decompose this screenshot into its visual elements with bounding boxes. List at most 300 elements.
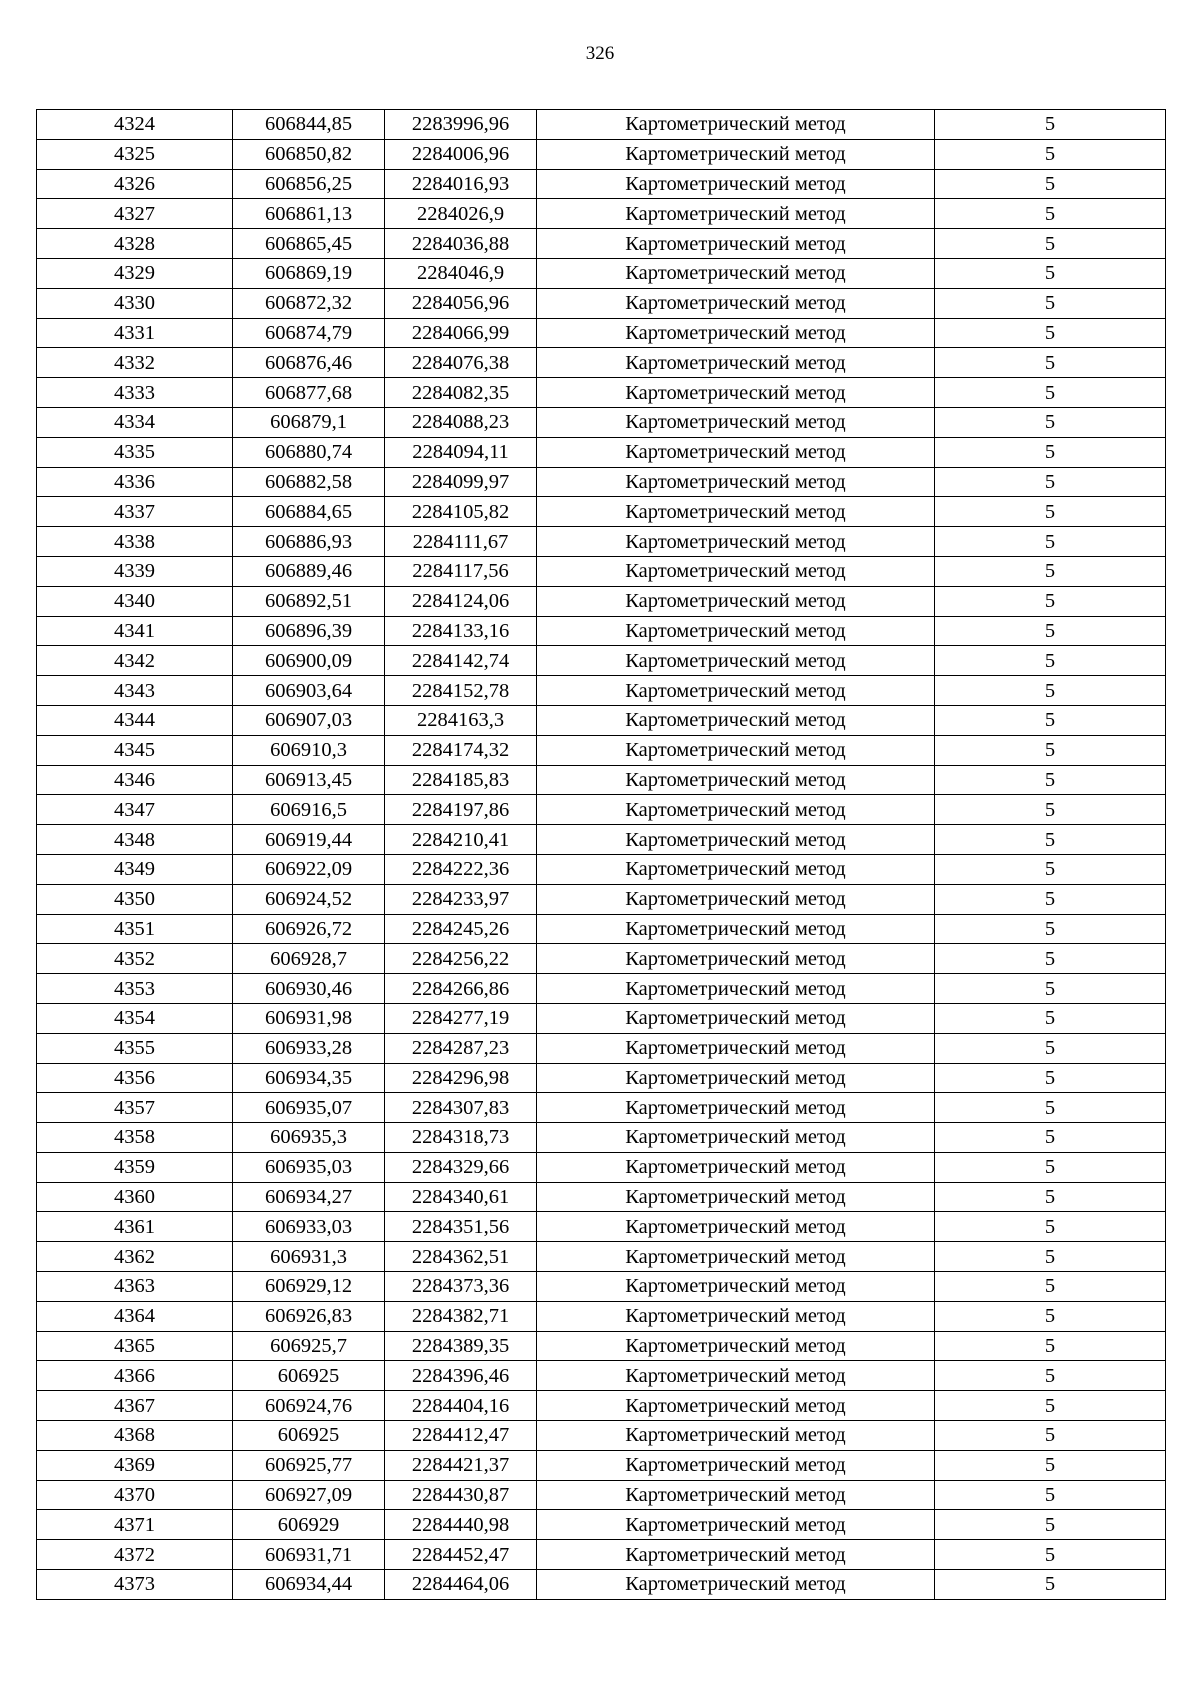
accuracy-cell: 5: [935, 1003, 1166, 1033]
point-number-cell: 4352: [37, 944, 233, 974]
x-coordinate-cell: 606934,35: [233, 1063, 385, 1093]
table-row: [37, 1510, 1166, 1540]
table-row: [37, 825, 1166, 855]
y-coordinate-cell: 2284133,16: [385, 616, 537, 646]
x-coordinate-cell: 606880,74: [233, 437, 385, 467]
x-coordinate-cell: 606889,46: [233, 556, 385, 586]
method-cell: Картометрический метод: [537, 169, 935, 199]
table-row: [37, 288, 1166, 318]
y-coordinate-cell: 2284245,26: [385, 914, 537, 944]
point-number-cell: 4325: [37, 139, 233, 169]
table-row: [37, 1003, 1166, 1033]
accuracy-cell: 5: [935, 258, 1166, 288]
table-row: [37, 258, 1166, 288]
accuracy-cell: 5: [935, 1182, 1166, 1212]
y-coordinate-cell: 2284329,66: [385, 1152, 537, 1182]
point-number-cell: 4339: [37, 556, 233, 586]
x-coordinate-cell: 606926,83: [233, 1301, 385, 1331]
y-coordinate-cell: 2284016,93: [385, 169, 537, 199]
point-number-cell: 4326: [37, 169, 233, 199]
y-coordinate-cell: 2284105,82: [385, 497, 537, 527]
point-number-cell: 4350: [37, 884, 233, 914]
method-cell: Картометрический метод: [537, 229, 935, 259]
accuracy-cell: 5: [935, 139, 1166, 169]
accuracy-cell: 5: [935, 1272, 1166, 1302]
table-row: [37, 974, 1166, 1004]
point-number-cell: 4334: [37, 407, 233, 437]
x-coordinate-cell: 606925,7: [233, 1331, 385, 1361]
accuracy-cell: 5: [935, 318, 1166, 348]
y-coordinate-cell: 2284396,46: [385, 1361, 537, 1391]
y-coordinate-cell: 2284210,41: [385, 825, 537, 855]
method-cell: Картометрический метод: [537, 437, 935, 467]
y-coordinate-cell: 2284389,35: [385, 1331, 537, 1361]
y-coordinate-cell: 2284452,47: [385, 1540, 537, 1570]
point-number-cell: 4358: [37, 1123, 233, 1153]
table-row: [37, 1331, 1166, 1361]
method-cell: Картометрический метод: [537, 1510, 935, 1540]
table-row: [37, 705, 1166, 735]
method-cell: Картометрический метод: [537, 348, 935, 378]
y-coordinate-cell: 2284440,98: [385, 1510, 537, 1540]
table-row: [37, 527, 1166, 557]
method-cell: Картометрический метод: [537, 1361, 935, 1391]
method-cell: Картометрический метод: [537, 616, 935, 646]
method-cell: Картометрический метод: [537, 914, 935, 944]
x-coordinate-cell: 606896,39: [233, 616, 385, 646]
accuracy-cell: 5: [935, 1063, 1166, 1093]
method-cell: Картометрический метод: [537, 884, 935, 914]
point-number-cell: 4335: [37, 437, 233, 467]
point-number-cell: 4354: [37, 1003, 233, 1033]
x-coordinate-cell: 606865,45: [233, 229, 385, 259]
method-cell: Картометрический метод: [537, 318, 935, 348]
method-cell: Картометрический метод: [537, 1242, 935, 1272]
method-cell: Картометрический метод: [537, 825, 935, 855]
y-coordinate-cell: 2284006,96: [385, 139, 537, 169]
x-coordinate-cell: 606926,72: [233, 914, 385, 944]
table-row: [37, 676, 1166, 706]
point-number-cell: 4336: [37, 467, 233, 497]
y-coordinate-cell: 2284430,87: [385, 1480, 537, 1510]
y-coordinate-cell: 2284351,56: [385, 1212, 537, 1242]
method-cell: Картометрический метод: [537, 1182, 935, 1212]
table-row: [37, 318, 1166, 348]
table-row: [37, 1212, 1166, 1242]
table-row: [37, 497, 1166, 527]
table-row: [37, 854, 1166, 884]
x-coordinate-cell: 606922,09: [233, 854, 385, 884]
page-number: 326: [585, 43, 615, 64]
accuracy-cell: 5: [935, 795, 1166, 825]
x-coordinate-cell: 606934,27: [233, 1182, 385, 1212]
method-cell: Картометрический метод: [537, 1003, 935, 1033]
table-row: [37, 139, 1166, 169]
x-coordinate-cell: 606850,82: [233, 139, 385, 169]
method-cell: Картометрический метод: [537, 586, 935, 616]
table-row: [37, 1391, 1166, 1421]
accuracy-cell: 5: [935, 765, 1166, 795]
point-number-cell: 4341: [37, 616, 233, 646]
x-coordinate-cell: 606925: [233, 1421, 385, 1451]
y-coordinate-cell: 2284287,23: [385, 1033, 537, 1063]
accuracy-cell: 5: [935, 110, 1166, 140]
accuracy-cell: 5: [935, 378, 1166, 408]
method-cell: Картометрический метод: [537, 288, 935, 318]
accuracy-cell: 5: [935, 497, 1166, 527]
x-coordinate-cell: 606924,76: [233, 1391, 385, 1421]
point-number-cell: 4345: [37, 735, 233, 765]
accuracy-cell: 5: [935, 1361, 1166, 1391]
point-number-cell: 4353: [37, 974, 233, 1004]
table-row: [37, 556, 1166, 586]
table-row: [37, 169, 1166, 199]
point-number-cell: 4360: [37, 1182, 233, 1212]
y-coordinate-cell: 2284382,71: [385, 1301, 537, 1331]
point-number-cell: 4338: [37, 527, 233, 557]
point-number-cell: 4363: [37, 1272, 233, 1302]
point-number-cell: 4362: [37, 1242, 233, 1272]
method-cell: Картометрический метод: [537, 1480, 935, 1510]
point-number-cell: 4366: [37, 1361, 233, 1391]
y-coordinate-cell: 2284174,32: [385, 735, 537, 765]
point-number-cell: 4361: [37, 1212, 233, 1242]
accuracy-cell: 5: [935, 407, 1166, 437]
x-coordinate-cell: 606892,51: [233, 586, 385, 616]
method-cell: Картометрический метод: [537, 1421, 935, 1451]
method-cell: Картометрический метод: [537, 1212, 935, 1242]
y-coordinate-cell: 2284163,3: [385, 705, 537, 735]
y-coordinate-cell: 2284362,51: [385, 1242, 537, 1272]
x-coordinate-cell: 606925,77: [233, 1450, 385, 1480]
table-row: [37, 1123, 1166, 1153]
accuracy-cell: 5: [935, 1331, 1166, 1361]
x-coordinate-cell: 606934,44: [233, 1570, 385, 1600]
x-coordinate-cell: 606886,93: [233, 527, 385, 557]
y-coordinate-cell: 2284056,96: [385, 288, 537, 318]
y-coordinate-cell: 2284256,22: [385, 944, 537, 974]
y-coordinate-cell: 2284099,97: [385, 467, 537, 497]
table-row: [37, 348, 1166, 378]
table-row: [37, 1272, 1166, 1302]
method-cell: Картометрический метод: [537, 467, 935, 497]
x-coordinate-cell: 606856,25: [233, 169, 385, 199]
table-row: [37, 1480, 1166, 1510]
method-cell: Картометрический метод: [537, 497, 935, 527]
x-coordinate-cell: 606884,65: [233, 497, 385, 527]
y-coordinate-cell: 2284266,86: [385, 974, 537, 1004]
table-row: [37, 1182, 1166, 1212]
point-number-cell: 4343: [37, 676, 233, 706]
point-number-cell: 4370: [37, 1480, 233, 1510]
table-row: [37, 467, 1166, 497]
point-number-cell: 4340: [37, 586, 233, 616]
table-row: [37, 1093, 1166, 1123]
accuracy-cell: 5: [935, 1391, 1166, 1421]
method-cell: Картометрический метод: [537, 556, 935, 586]
accuracy-cell: 5: [935, 854, 1166, 884]
table-row: [37, 407, 1166, 437]
table-body: [37, 110, 1166, 1600]
y-coordinate-cell: 2284124,06: [385, 586, 537, 616]
point-number-cell: 4371: [37, 1510, 233, 1540]
y-coordinate-cell: 2284036,88: [385, 229, 537, 259]
table-row: [37, 1450, 1166, 1480]
table-row: [37, 646, 1166, 676]
x-coordinate-cell: 606929,12: [233, 1272, 385, 1302]
method-cell: Картометрический метод: [537, 1152, 935, 1182]
x-coordinate-cell: 606844,85: [233, 110, 385, 140]
accuracy-cell: 5: [935, 1152, 1166, 1182]
y-coordinate-cell: 2284094,11: [385, 437, 537, 467]
accuracy-cell: 5: [935, 1093, 1166, 1123]
table-row: [37, 914, 1166, 944]
point-number-cell: 4367: [37, 1391, 233, 1421]
accuracy-cell: 5: [935, 1540, 1166, 1570]
table-row: [37, 229, 1166, 259]
accuracy-cell: 5: [935, 1480, 1166, 1510]
accuracy-cell: 5: [935, 1301, 1166, 1331]
point-number-cell: 4349: [37, 854, 233, 884]
accuracy-cell: 5: [935, 825, 1166, 855]
accuracy-cell: 5: [935, 735, 1166, 765]
method-cell: Картометрический метод: [537, 1123, 935, 1153]
method-cell: Картометрический метод: [537, 407, 935, 437]
point-number-cell: 4351: [37, 914, 233, 944]
point-number-cell: 4368: [37, 1421, 233, 1451]
method-cell: Картометрический метод: [537, 1450, 935, 1480]
x-coordinate-cell: 606903,64: [233, 676, 385, 706]
point-number-cell: 4333: [37, 378, 233, 408]
x-coordinate-cell: 606935,3: [233, 1123, 385, 1153]
table-row: [37, 586, 1166, 616]
point-number-cell: 4359: [37, 1152, 233, 1182]
method-cell: Картометрический метод: [537, 1272, 935, 1302]
x-coordinate-cell: 606874,79: [233, 318, 385, 348]
y-coordinate-cell: 2284307,83: [385, 1093, 537, 1123]
point-number-cell: 4327: [37, 199, 233, 229]
table-row: [37, 765, 1166, 795]
accuracy-cell: 5: [935, 169, 1166, 199]
y-coordinate-cell: 2284117,56: [385, 556, 537, 586]
accuracy-cell: 5: [935, 199, 1166, 229]
y-coordinate-cell: 2284340,61: [385, 1182, 537, 1212]
x-coordinate-cell: 606931,71: [233, 1540, 385, 1570]
y-coordinate-cell: 2284404,16: [385, 1391, 537, 1421]
x-coordinate-cell: 606929: [233, 1510, 385, 1540]
point-number-cell: 4342: [37, 646, 233, 676]
point-number-cell: 4344: [37, 705, 233, 735]
method-cell: Картометрический метод: [537, 1033, 935, 1063]
y-coordinate-cell: 2284277,19: [385, 1003, 537, 1033]
x-coordinate-cell: 606900,09: [233, 646, 385, 676]
accuracy-cell: 5: [935, 974, 1166, 1004]
point-number-cell: 4364: [37, 1301, 233, 1331]
y-coordinate-cell: 2284412,47: [385, 1421, 537, 1451]
y-coordinate-cell: 2284197,86: [385, 795, 537, 825]
x-coordinate-cell: 606879,1: [233, 407, 385, 437]
accuracy-cell: 5: [935, 705, 1166, 735]
table-row: [37, 1152, 1166, 1182]
point-number-cell: 4348: [37, 825, 233, 855]
table-row: [37, 1033, 1166, 1063]
table-row: [37, 1063, 1166, 1093]
accuracy-cell: 5: [935, 288, 1166, 318]
method-cell: Картометрический метод: [537, 139, 935, 169]
accuracy-cell: 5: [935, 1510, 1166, 1540]
table-row: [37, 884, 1166, 914]
accuracy-cell: 5: [935, 229, 1166, 259]
method-cell: Картометрический метод: [537, 378, 935, 408]
method-cell: Картометрический метод: [537, 199, 935, 229]
x-coordinate-cell: 606919,44: [233, 825, 385, 855]
method-cell: Картометрический метод: [537, 1063, 935, 1093]
point-number-cell: 4337: [37, 497, 233, 527]
y-coordinate-cell: 2284222,36: [385, 854, 537, 884]
table-row: [37, 795, 1166, 825]
x-coordinate-cell: 606913,45: [233, 765, 385, 795]
point-number-cell: 4324: [37, 110, 233, 140]
method-cell: Картометрический метод: [537, 676, 935, 706]
method-cell: Картометрический метод: [537, 705, 935, 735]
point-number-cell: 4346: [37, 765, 233, 795]
x-coordinate-cell: 606916,5: [233, 795, 385, 825]
y-coordinate-cell: 2284464,06: [385, 1570, 537, 1600]
point-number-cell: 4330: [37, 288, 233, 318]
table-row: [37, 1361, 1166, 1391]
accuracy-cell: 5: [935, 914, 1166, 944]
x-coordinate-cell: 606925: [233, 1361, 385, 1391]
y-coordinate-cell: 2284185,83: [385, 765, 537, 795]
method-cell: Картометрический метод: [537, 1570, 935, 1600]
accuracy-cell: 5: [935, 676, 1166, 706]
accuracy-cell: 5: [935, 1123, 1166, 1153]
method-cell: Картометрический метод: [537, 1540, 935, 1570]
accuracy-cell: 5: [935, 1570, 1166, 1600]
x-coordinate-cell: 606927,09: [233, 1480, 385, 1510]
point-number-cell: 4355: [37, 1033, 233, 1063]
point-number-cell: 4331: [37, 318, 233, 348]
table-row: [37, 378, 1166, 408]
table-row: [37, 1421, 1166, 1451]
accuracy-cell: 5: [935, 944, 1166, 974]
accuracy-cell: 5: [935, 1450, 1166, 1480]
accuracy-cell: 5: [935, 1212, 1166, 1242]
y-coordinate-cell: 2284233,97: [385, 884, 537, 914]
method-cell: Картометрический метод: [537, 258, 935, 288]
table-row: [37, 437, 1166, 467]
table-row: [37, 199, 1166, 229]
point-number-cell: 4365: [37, 1331, 233, 1361]
method-cell: Картометрический метод: [537, 735, 935, 765]
accuracy-cell: 5: [935, 646, 1166, 676]
x-coordinate-cell: 606882,58: [233, 467, 385, 497]
method-cell: Картометрический метод: [537, 1331, 935, 1361]
accuracy-cell: 5: [935, 467, 1166, 497]
table-row: [37, 616, 1166, 646]
y-coordinate-cell: 2284318,73: [385, 1123, 537, 1153]
x-coordinate-cell: 606910,3: [233, 735, 385, 765]
x-coordinate-cell: 606924,52: [233, 884, 385, 914]
x-coordinate-cell: 606933,03: [233, 1212, 385, 1242]
x-coordinate-cell: 606907,03: [233, 705, 385, 735]
accuracy-cell: 5: [935, 1242, 1166, 1272]
point-number-cell: 4329: [37, 258, 233, 288]
point-number-cell: 4332: [37, 348, 233, 378]
accuracy-cell: 5: [935, 527, 1166, 557]
method-cell: Картометрический метод: [537, 944, 935, 974]
point-number-cell: 4357: [37, 1093, 233, 1123]
point-number-cell: 4372: [37, 1540, 233, 1570]
point-number-cell: 4347: [37, 795, 233, 825]
y-coordinate-cell: 2284046,9: [385, 258, 537, 288]
y-coordinate-cell: 2284152,78: [385, 676, 537, 706]
method-cell: Картометрический метод: [537, 1301, 935, 1331]
accuracy-cell: 5: [935, 616, 1166, 646]
table-row: [37, 735, 1166, 765]
method-cell: Картометрический метод: [537, 1391, 935, 1421]
x-coordinate-cell: 606861,13: [233, 199, 385, 229]
y-coordinate-cell: 2284066,99: [385, 318, 537, 348]
x-coordinate-cell: 606933,28: [233, 1033, 385, 1063]
x-coordinate-cell: 606876,46: [233, 348, 385, 378]
table-row: [37, 944, 1166, 974]
y-coordinate-cell: 2284026,9: [385, 199, 537, 229]
method-cell: Картометрический метод: [537, 646, 935, 676]
x-coordinate-cell: 606928,7: [233, 944, 385, 974]
table-row: [37, 1570, 1166, 1600]
x-coordinate-cell: 606872,32: [233, 288, 385, 318]
y-coordinate-cell: 2283996,96: [385, 110, 537, 140]
accuracy-cell: 5: [935, 586, 1166, 616]
x-coordinate-cell: 606869,19: [233, 258, 385, 288]
x-coordinate-cell: 606931,3: [233, 1242, 385, 1272]
point-number-cell: 4369: [37, 1450, 233, 1480]
accuracy-cell: 5: [935, 348, 1166, 378]
y-coordinate-cell: 2284082,35: [385, 378, 537, 408]
x-coordinate-cell: 606931,98: [233, 1003, 385, 1033]
point-number-cell: 4373: [37, 1570, 233, 1600]
accuracy-cell: 5: [935, 437, 1166, 467]
x-coordinate-cell: 606935,07: [233, 1093, 385, 1123]
method-cell: Картометрический метод: [537, 795, 935, 825]
point-number-cell: 4356: [37, 1063, 233, 1093]
y-coordinate-cell: 2284373,36: [385, 1272, 537, 1302]
point-number-cell: 4328: [37, 229, 233, 259]
x-coordinate-cell: 606877,68: [233, 378, 385, 408]
y-coordinate-cell: 2284142,74: [385, 646, 537, 676]
method-cell: Картометрический метод: [537, 765, 935, 795]
method-cell: Картометрический метод: [537, 527, 935, 557]
y-coordinate-cell: 2284088,23: [385, 407, 537, 437]
table-row: [37, 1242, 1166, 1272]
x-coordinate-cell: 606930,46: [233, 974, 385, 1004]
y-coordinate-cell: 2284296,98: [385, 1063, 537, 1093]
method-cell: Картометрический метод: [537, 854, 935, 884]
accuracy-cell: 5: [935, 1033, 1166, 1063]
table-row: [37, 110, 1166, 140]
method-cell: Картометрический метод: [537, 1093, 935, 1123]
y-coordinate-cell: 2284111,67: [385, 527, 537, 557]
table-row: [37, 1301, 1166, 1331]
method-cell: Картометрический метод: [537, 974, 935, 1004]
method-cell: Картометрический метод: [537, 110, 935, 140]
y-coordinate-cell: 2284076,38: [385, 348, 537, 378]
coordinates-table: [36, 109, 1166, 1600]
accuracy-cell: 5: [935, 556, 1166, 586]
table-row: [37, 1540, 1166, 1570]
x-coordinate-cell: 606935,03: [233, 1152, 385, 1182]
